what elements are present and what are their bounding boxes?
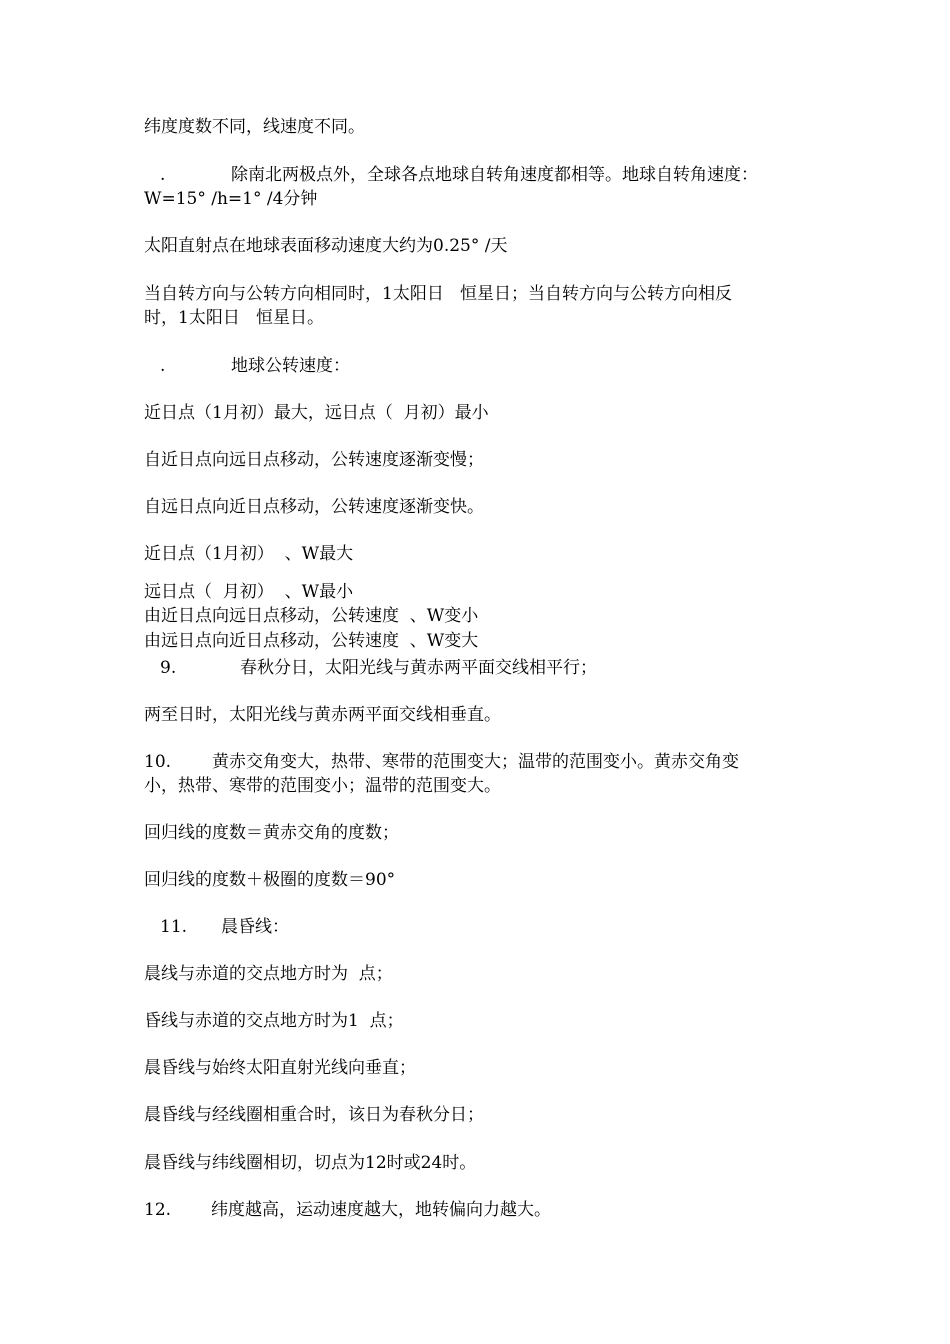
text-line: 太阳直射点在地球表面移动速度大约为0.25° /天 <box>144 236 508 256</box>
text-line: 当自转方向与公转方向相同时，1太阳日 恒星日；当自转方向与公转方向相反 <box>144 284 733 304</box>
text-line: 近日点（1月初） 、W最大 <box>144 544 354 564</box>
text-line: 小，热带、寒带的范围变小；温带的范围变大。 <box>144 776 501 796</box>
text-line: 纬度越高，运动速度越大，地转偏向力越大。 <box>211 1200 551 1220</box>
text-line: 黄赤交角变大，热带、寒带的范围变大；温带的范围变小。黄赤交角变 <box>212 752 739 772</box>
list-number: 10. <box>144 752 172 772</box>
text-line: 除南北两极点外，全球各点地球自转角速度都相等。地球自转角速度： <box>231 165 758 185</box>
text-line: 纬度度数不同，线速度不同。 <box>144 117 365 137</box>
list-number: 12. <box>144 1200 172 1220</box>
text-line: 自近日点向远日点移动，公转速度逐渐变慢； <box>144 450 484 470</box>
text-line: 晨昏线与纬线圈相切，切点为12时或24时。 <box>144 1153 477 1173</box>
text-line: 由远日点向近日点移动，公转速度 、W变大 <box>144 631 479 651</box>
text-line: 自远日点向近日点移动，公转速度逐渐变快。 <box>144 497 484 517</box>
list-number: 11. <box>160 917 188 937</box>
text-line: 晨昏线与始终太阳直射光线向垂直； <box>144 1058 416 1078</box>
text-line: 春秋分日，太阳光线与黄赤两平面交线相平行； <box>240 658 597 678</box>
text-line: 晨昏线： <box>221 917 289 937</box>
text-line: 地球公转速度： <box>231 356 350 376</box>
list-marker: . <box>160 165 166 185</box>
text-line: 两至日时，太阳光线与黄赤两平面交线相垂直。 <box>144 705 501 725</box>
text-line: W=15° /h=1° /4分钟 <box>144 189 318 209</box>
list-number: 9. <box>160 658 177 678</box>
text-line: 晨线与赤道的交点地方时为 点； <box>144 964 393 984</box>
text-line: 近日点（1月初）最大，远日点（ 月初）最小 <box>144 403 489 423</box>
text-line: 昏线与赤道的交点地方时为1 点； <box>144 1011 404 1031</box>
text-line: 时，1太阳日 恒星日。 <box>144 308 325 328</box>
text-line: 晨昏线与经线圈相重合时，该日为春秋分日； <box>144 1105 484 1125</box>
text-line: 回归线的度数＝黄赤交角的度数； <box>144 823 399 843</box>
list-marker: . <box>160 356 166 376</box>
text-line: 由近日点向远日点移动，公转速度 、W变小 <box>144 606 479 626</box>
text-line: 远日点（ 月初） 、W最小 <box>144 582 354 602</box>
text-line: 回归线的度数＋极圈的度数＝90° <box>144 870 396 890</box>
